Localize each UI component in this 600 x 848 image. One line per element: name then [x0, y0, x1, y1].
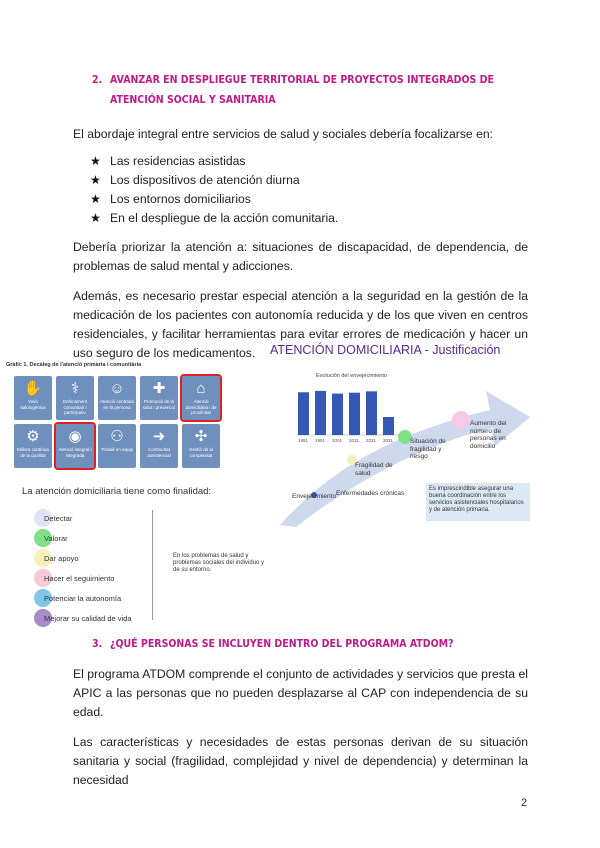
bar-2001 [332, 394, 343, 435]
team-icon: ⚇ [110, 428, 124, 445]
decalogue-tile [182, 424, 220, 468]
decalogue-tile-highlighted [56, 424, 94, 468]
tick-label: 2011 [349, 438, 359, 443]
stage-label: Envejecimiento [292, 493, 337, 500]
bar-chart-group [296, 391, 400, 443]
figure-caption: Gràfic 1. Decàleg de l'atenció primària i comunitària [6, 362, 142, 368]
section-2-heading [92, 70, 532, 110]
tile-label: Visió salutogènica [20, 399, 46, 410]
attention-list [34, 508, 132, 628]
attention-item [34, 548, 122, 568]
stage-dot-4 [452, 411, 470, 429]
focus-bullet-list [90, 152, 490, 228]
bar-1991 [315, 391, 326, 435]
tile-label: Treball en equip [100, 447, 134, 452]
decalogue-tile [14, 376, 52, 420]
atdom-paragraph: El programa ATDOM comprende el conjunto de actividades y servicios que presta el APIC a las personas que no pueden desplazarse al CAP con independencia de su edad. [73, 667, 528, 719]
page-number: 2 [521, 797, 528, 809]
section-3-number: 3. [92, 638, 103, 650]
attention-item-label: Valorar [44, 533, 68, 543]
tick-label: 2001 [332, 438, 343, 443]
attention-item-label: Detectar [44, 513, 73, 523]
bar-2011 [349, 393, 360, 435]
bar-1981 [298, 392, 309, 435]
bullet-item [90, 190, 490, 209]
decalogue-figure [6, 362, 221, 490]
star-icon: ★ [90, 192, 101, 206]
tile-label: Continuïtat assistencial [147, 447, 171, 458]
tick-label: 2031 [383, 438, 394, 443]
decalogue-tiles [14, 376, 224, 468]
person-icon: ☺ [109, 380, 125, 397]
decalogue-tile [98, 376, 136, 420]
characteristics-paragraph: Las características y necesidades de estas personas derivan de su situación sanitaria y social (fragilidad, complejidad y nivel de dependencia) y determinan la necesidad [73, 735, 528, 787]
bar-2031 [383, 417, 394, 435]
attention-item-label: Mejorar su calidad de vida [44, 613, 132, 623]
coordination-note: Es imprescindible asegurar una buena coordinación entre los servicios asistenciales hospitalarios y de atención primaria. [426, 483, 530, 521]
decalogue-tile [140, 376, 178, 420]
decalogue-tile-highlighted [182, 376, 220, 420]
bullet-text: Los dispositivos de atención diurna [110, 173, 300, 187]
tile-label: Gestió de la complexitat [188, 447, 213, 458]
divider-line [152, 510, 153, 620]
health-icon: ✚ [152, 380, 166, 397]
tile-label: Promoció de la salut i prevenció [142, 399, 176, 410]
hand-icon: ✋ [23, 380, 43, 397]
star-icon: ★ [90, 173, 101, 187]
decalogue-tile [14, 424, 52, 468]
house-icon: ⌂ [196, 380, 206, 397]
bullet-item [90, 152, 490, 171]
decalogue-tile [140, 424, 178, 468]
stage-label: Enfermedades crónicas [336, 490, 405, 497]
bullet-text: Las residencias asistidas [110, 154, 246, 168]
tile-label: Atenció centrada en la persona [100, 399, 134, 410]
star-icon: ★ [90, 211, 101, 225]
stage-label: Fragilidad de salud [355, 462, 393, 477]
figure-title: ATENCIÓN DOMICILIARIA - Justificación [270, 343, 501, 357]
tile-label: Millora contínua de la qualitat [17, 447, 49, 458]
tile-label: Enfocament comunitari i participatiu [62, 399, 87, 415]
network-icon: ✣ [194, 428, 208, 445]
intro-paragraph: El abordaje integral entre servicios de salud y sociales debería focalizarse en: [73, 127, 494, 141]
attention-item [34, 568, 122, 588]
decalogue-tile [56, 376, 94, 420]
gear-icon: ⚙ [26, 428, 40, 445]
tick-label: 2021 [366, 438, 377, 443]
attention-item [34, 508, 122, 528]
attention-item [34, 588, 122, 608]
section-2-title: AVANZAR EN DESPLIEGUE TERRITORIAL DE PROYECTOS INTEGRADOS DE ATENCIÓN SOCIAL Y SANITARIA [110, 74, 494, 106]
section-2-number: 2. [92, 74, 103, 86]
star-icon: ★ [90, 154, 101, 168]
tick-label: 1991 [315, 438, 326, 443]
attention-item-label: Dar apoyo [44, 553, 79, 563]
attention-item-label: Hacer el seguimiento [44, 573, 115, 583]
side-note: En los problemas de salud y problemas sociales del individuo y de su entorno. [173, 553, 265, 573]
section-3-title: ¿QUÉ PERSONAS SE INCLUYEN DENTRO DEL PROGRAMA ATDOM? [110, 638, 454, 650]
stage-label: Aumento del número de personas en domicilio [470, 420, 507, 450]
section-3-heading [92, 634, 532, 654]
bullet-item [90, 209, 490, 228]
chart-title: Evolución del envejecimiento [316, 373, 387, 379]
tile-label: Atenció integral i integrada [58, 447, 92, 458]
decalogue-tile [98, 424, 136, 468]
priority-paragraph: Debería priorizar la atención a: situaciones de discapacidad, de dependencia, de problemas de salud mental y adicciones. [73, 240, 528, 273]
attention-item-label: Potenciar la autonomía [44, 593, 122, 603]
stage-label: Situación de fragilidad y riesgo [410, 438, 446, 460]
arrow-icon: ➜ [152, 428, 166, 445]
tick-label: 1981 [298, 438, 309, 443]
bar-2021 [366, 391, 377, 435]
security-paragraph: Además, es necesario prestar especial atención a la seguridad en la gestión de la medicación de los pacientes con autonomía reducida y de los que viven en centros residenciales, y facilitar herramientas para evitar errores de medicación y hacer un uso seguro de los medicamentos. [73, 289, 528, 360]
attention-list-title: La atención domiciliaria tiene como finalidad: [22, 486, 212, 497]
bullet-text: Los entornos domiciliarios [110, 192, 251, 206]
bullet-item [90, 171, 490, 190]
bullet-text: En el despliegue de la acción comunitaria. [110, 211, 339, 225]
tile-label: Atenció domiciliària i de proximitat [185, 399, 217, 415]
globe-hands-icon: ◉ [68, 428, 82, 445]
attention-item [34, 608, 132, 628]
community-icon: ⚕ [70, 380, 80, 397]
attention-item [34, 528, 122, 548]
